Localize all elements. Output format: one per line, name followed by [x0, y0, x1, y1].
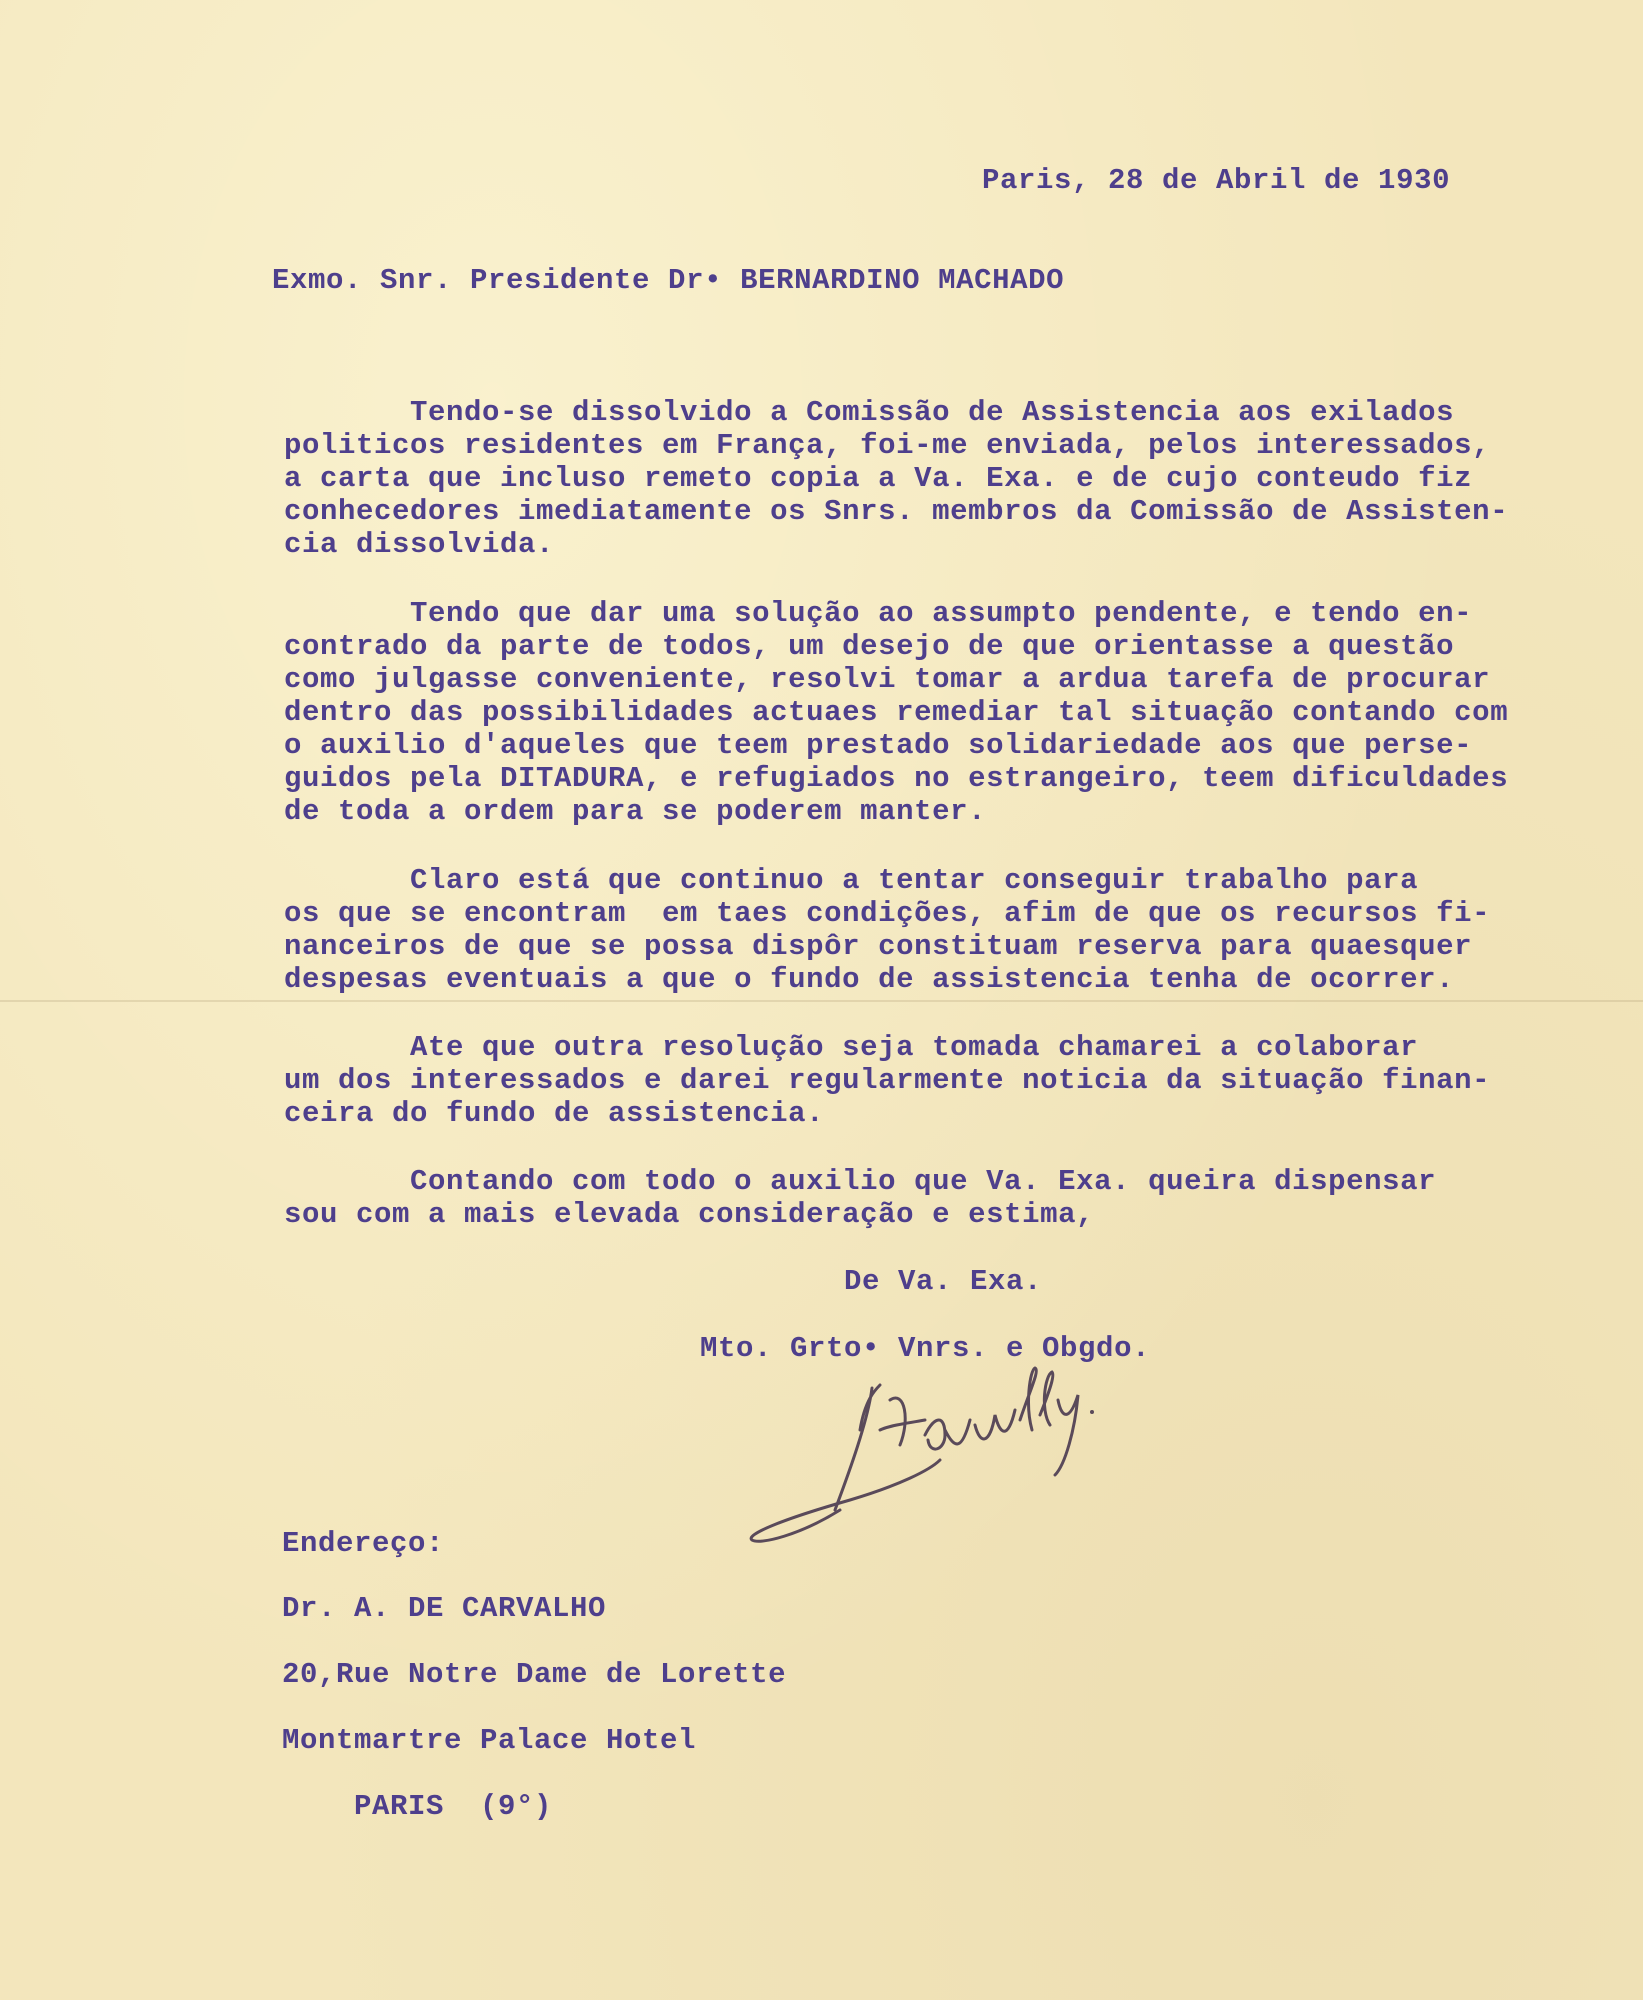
paragraph-line: como julgasse conveniente, resolvi tomar a ardua tarefa de procurar — [284, 663, 1491, 696]
paragraph-line: nanceiros de que se possa dispôr constituam reserva para quaesquer — [284, 930, 1473, 963]
paragraph-line: despesas eventuais a que o fundo de assistencia tenha de ocorrer. — [284, 963, 1455, 996]
paragraph-line: o auxilio d'aqueles que teem prestado solidariedade aos que perse- — [284, 729, 1473, 762]
paper-fold — [0, 1000, 1643, 1002]
address-street: 20,Rue Notre Dame de Lorette — [282, 1658, 787, 1691]
salutation: Exmo. Snr. Presidente Dr• BERNARDINO MACHADO — [272, 264, 1065, 297]
paragraph-5 — [284, 1165, 1436, 1231]
closing-greeting: De Va. Exa. — [844, 1265, 1043, 1298]
address-city: PARIS (9°) — [282, 1790, 553, 1823]
paragraph-line: de toda a ordem para se poderem manter. — [284, 795, 987, 828]
address-name: Dr. A. DE CARVALHO — [282, 1592, 607, 1625]
paragraph-line: Ate que outra resolução seja tomada chamarei a colaborar — [284, 1031, 1419, 1064]
paragraph-3 — [284, 864, 1490, 996]
paragraph-4 — [284, 1031, 1490, 1130]
paragraph-line: sou com a mais elevada consideração e estima, — [284, 1198, 1095, 1231]
closing-formula: Mto. Grto• Vnrs. e Obgdo. — [700, 1332, 1151, 1365]
paragraph-line: um dos interessados e darei regularmente noticia da situação finan- — [284, 1064, 1491, 1097]
paragraph-line: ceira do fundo de assistencia. — [284, 1097, 825, 1130]
paragraph-line: Contando com todo o auxilio que Va. Exa. queira dispensar — [284, 1165, 1437, 1198]
address-label: Endereço: — [282, 1527, 445, 1560]
paragraph-2 — [284, 597, 1508, 828]
paragraph-line: conhecedores imediatamente os Snrs. membros da Comissão de Assisten- — [284, 495, 1509, 528]
paragraph-line: Claro está que continuo a tentar conseguir trabalho para — [284, 864, 1419, 897]
paragraph-line: contrado da parte de todos, um desejo de que orientasse a questão — [284, 630, 1455, 663]
paragraph-line: a carta que incluso remeto copia a Va. Exa. e de cujo conteudo fiz — [284, 462, 1473, 495]
paragraph-line: Tendo que dar uma solução ao assumpto pendente, e tendo en- — [284, 597, 1473, 630]
address-hotel: Montmartre Palace Hotel — [282, 1724, 697, 1757]
paragraph-line: os que se encontram em taes condições, afim de que os recursos fi- — [284, 897, 1491, 930]
paragraph-line: dentro das possibilidades actuaes remediar tal situação contando com — [284, 696, 1509, 729]
paragraph-line: cia dissolvida. — [284, 528, 555, 561]
paragraph-line: guidos pela DITADURA, e refugiados no estrangeiro, teem dificuldades — [284, 762, 1509, 795]
paragraph-1 — [284, 396, 1508, 561]
paragraph-line: politicos residentes em França, foi-me enviada, pelos interessados, — [284, 429, 1491, 462]
paragraph-line: Tendo-se dissolvido a Comissão de Assistencia aos exilados — [284, 396, 1455, 429]
date-line: Paris, 28 de Abril de 1930 — [982, 164, 1451, 197]
handwritten-signature — [740, 1360, 1200, 1560]
